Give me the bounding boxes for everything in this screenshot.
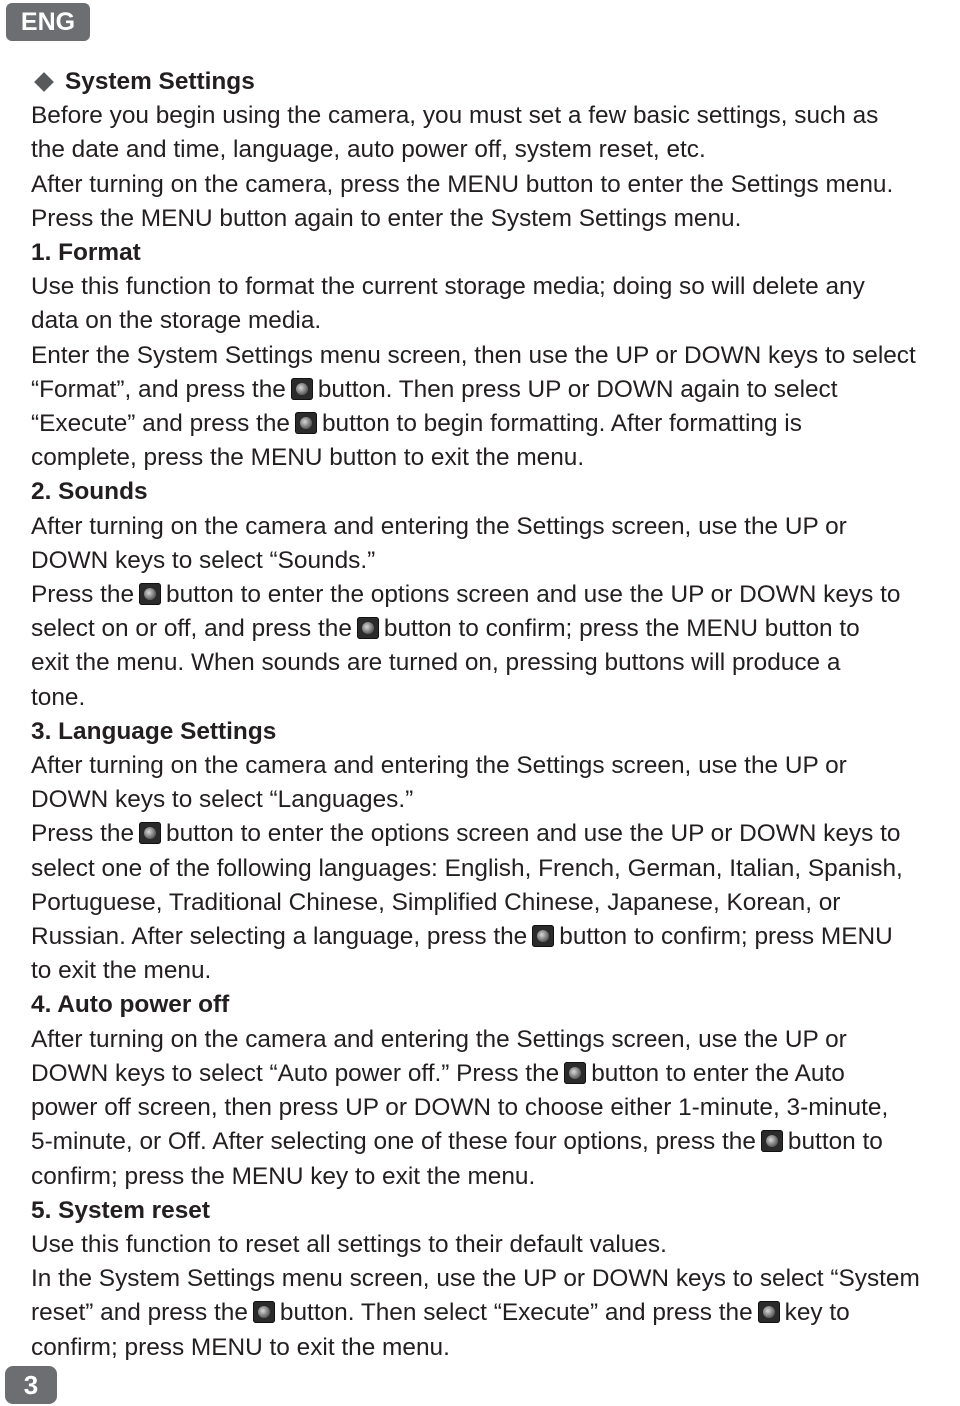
body-text: reset” and press the [31,1299,248,1327]
body-line [31,646,957,680]
body-text: select one of the following languages: English, French, German, Italian, Spanish, [31,854,903,882]
section-heading: 3. Language Settings [31,717,277,745]
body-line [31,749,957,783]
body-line [31,373,957,407]
body-text: button. Then select “Execute” and press the [279,1299,753,1327]
body-text: button to enter the options screen and use the UP or DOWN keys to [166,820,901,848]
body-text: Russian. After selecting a language, press the [31,923,528,951]
body-text: DOWN keys to select “Auto power off.” Press the [31,1059,560,1087]
body-text: select on or off, and press the [31,615,352,643]
language-tab: ENG [6,3,90,41]
body-text: 5-minute, or Off. After selecting one of these four options, press the [31,1128,756,1156]
body-text: DOWN keys to select “Sounds.” [31,546,376,574]
section-heading: 4. Auto power off [31,991,230,1019]
body-line [31,304,957,338]
body-line [31,612,957,646]
body-line [31,1057,957,1091]
ok-button-icon [532,925,554,947]
body-text: confirm; press MENU to exit the menu. [31,1333,450,1361]
body-line [31,441,957,475]
body-text: After turning on the camera and entering the Settings screen, use the UP or [31,752,847,780]
body-line [31,920,957,954]
body-text: DOWN keys to select “Languages.” [31,786,414,814]
body-line [31,681,957,715]
sections [31,236,957,1365]
intro-line: the date and time, language, auto power off, system reset, etc. [31,136,706,164]
section-heading: 5. System reset [31,1196,210,1224]
body-text: “Format”, and press the [31,375,286,403]
body-text: confirm; press the MENU key to exit the menu. [31,1162,536,1190]
intro-line: Press the MENU button again to enter the System Settings menu. [31,204,742,232]
body-text: Use this function to format the current storage media; doing so will delete any [31,273,865,301]
body-line [31,270,957,304]
ok-button-icon [564,1062,586,1084]
body-line [31,852,957,886]
body-text: exit the menu. When sounds are turned on, pressing buttons will produce a [31,649,841,677]
body-text: power off screen, then press UP or DOWN to choose either 1-minute, 3-minute, [31,1094,889,1122]
section-heading: 2. Sounds [31,478,148,506]
body-text: Enter the System Settings menu screen, then use the UP or DOWN keys to select [31,341,916,369]
body-text: “Execute” and press the [31,410,290,438]
body-text: In the System Settings menu screen, use the UP or DOWN keys to select “System [31,1265,920,1293]
body-line [31,1160,957,1194]
body-line [31,783,957,817]
body-line [31,407,957,441]
body-text: button to enter the Auto [591,1059,845,1087]
body-line [31,1296,957,1330]
body-text: tone. [31,683,86,711]
body-line [31,339,957,373]
body-text: button to begin formatting. After formatting is [321,410,802,438]
body-text: Portuguese, Traditional Chinese, Simplified Chinese, Japanese, Korean, or [31,888,841,916]
body-line [31,578,957,612]
section-heading: 1. Format [31,239,141,267]
body-text: button to confirm; press the MENU button to [383,615,860,643]
ok-button-icon [253,1301,275,1323]
body-text: button. Then press UP or DOWN again to select [317,375,838,403]
ok-button-icon [357,617,379,639]
body-text: button to confirm; press MENU [559,923,893,951]
manual-content [31,65,957,1365]
diamond-bullet-icon [34,72,54,92]
body-text: Use this function to reset all settings to their default values. [31,1230,667,1258]
ok-button-icon [139,583,161,605]
body-line [31,544,957,578]
body-line [31,510,957,544]
body-line [31,886,957,920]
body-line [31,954,957,988]
body-text: complete, press the MENU button to exit the menu. [31,444,585,472]
section-title-text: System Settings [65,68,255,95]
ok-button-icon [761,1130,783,1152]
body-text: After turning on the camera and entering the Settings screen, use the UP or [31,512,847,540]
body-line [31,1331,957,1365]
ok-button-icon [139,822,161,844]
intro-line: After turning on the camera, press the MENU button to enter the Settings menu. [31,170,894,198]
body-text: button to [787,1128,883,1156]
body-line [31,1228,957,1262]
body-text: Press the [31,820,135,848]
body-text: button to enter the options screen and use the UP or DOWN keys to [166,581,901,609]
body-line [31,1262,957,1296]
section-title [31,65,957,99]
body-text: After turning on the camera and entering the Settings screen, use the UP or [31,1025,847,1053]
body-line [31,1125,957,1159]
body-line [31,1023,957,1057]
body-text: Press the [31,581,135,609]
body-text: to exit the menu. [31,957,212,985]
ok-button-icon [758,1301,780,1323]
body-text: key to [784,1299,850,1327]
body-line [31,1091,957,1125]
body-line [31,817,957,851]
page-number: 3 [5,1366,57,1404]
ok-button-icon [291,378,313,400]
body-text: data on the storage media. [31,307,322,335]
intro-line: Before you begin using the camera, you must set a few basic settings, such as [31,102,879,130]
ok-button-icon [295,412,317,434]
